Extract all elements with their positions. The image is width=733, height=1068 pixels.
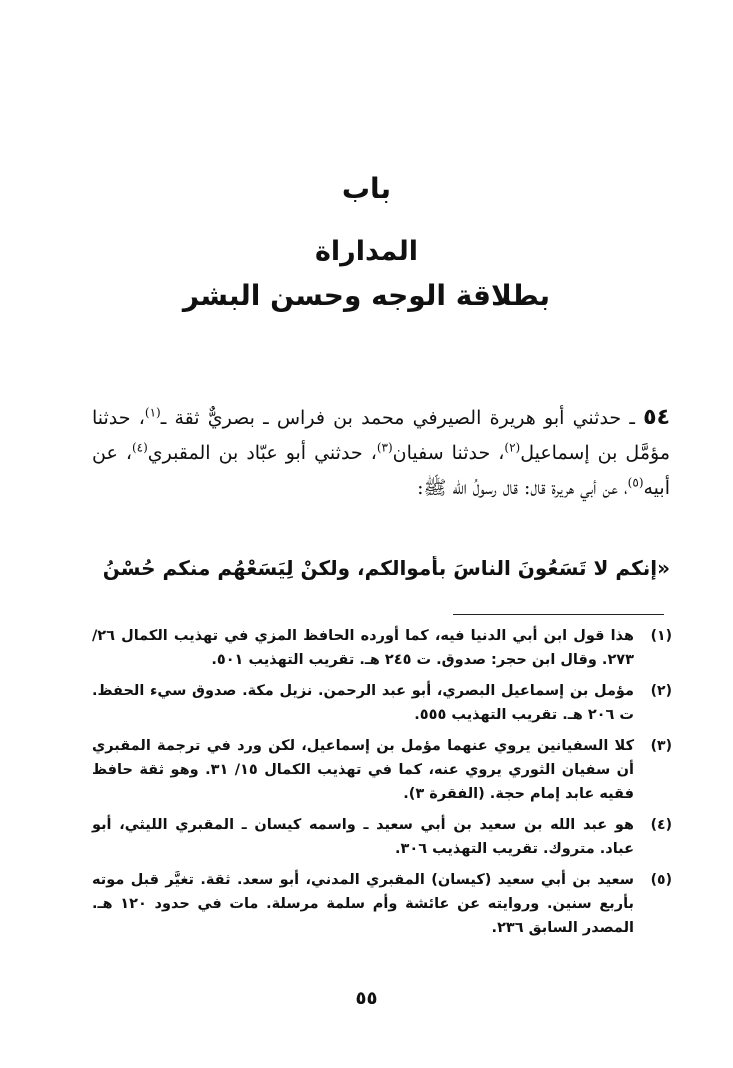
footnote-ref-4: (٤) [131,440,148,455]
footnotes [92,624,672,947]
footnote-number: (٢) [650,683,672,699]
page-number: ٥٥ [355,988,378,1009]
hadith-text-2: ، حدثنا مؤمَّل بن إسماعيل [92,407,670,464]
chapter-heading: باب [341,172,392,205]
footnote-ref-2: (٢) [504,440,521,455]
hadith-paragraph [92,400,670,506]
footnote-item [92,734,672,806]
hadith-text-5: ، عن أبيه [92,442,670,499]
footnote-text: سعيد بن أبي سعيد (كيسان) المقبري المدني، أبو سعد. ثقة. تغيَّر قبل موته بأربع سنين. وروايته عن عائشة وأم سلمة مرسلة. مات في حدود ١٢٠ هـ. المصدر السابق ٢٣٦. [92,872,634,936]
chapter-subtitle-2: بطلاقة الوجه وحسن البشر [182,279,551,312]
footnote-divider [453,614,664,615]
footnote-number: (٤) [650,817,672,833]
hadith-text-4: ، حدثني أبو عبّاد بن المقبري [147,442,377,464]
footnote-number: (٥) [650,872,672,888]
hadith-text-6: ، عن أبي هريرة قال: قال رسولُ الله ﷺ: [417,477,628,499]
footnote-ref-1: (١) [144,405,161,420]
footnote-ref-3: (٣) [376,440,393,455]
footnote-item [92,868,672,940]
hadith-text-3: ، حدثنا سفيان [392,442,505,464]
footnote-item [92,679,672,727]
footnote-number: (٣) [650,738,672,754]
footnote-text: مؤمل بن إسماعيل البصري، أبو عبد الرحمن. نزيل مكة. صدوق سيء الحفظ. ت ٢٠٦ هـ. تقريب التهذيب ٥٥٥. [92,683,634,723]
hadith-quote: «إنكم لا تَسَعُونَ الناسَ بأموالكم، ولكنْ لِيَسَعْهُم منكم حُسْنُ [102,556,670,580]
footnote-ref-5: (٥) [627,475,644,490]
footnote-text: كلا السفيانين يروي عنهما مؤمل بن إسماعيل، لكن ورد في ترجمة المقبري أن سفيان الثوري يروي عنه، كما في تهذيب الكمال ١٥/ ٣١. وهو ثقة حافظ فقيه عابد إمام حجة. (الفقرة ٣). [92,738,634,802]
chapter-subtitle: المداراة [314,236,419,267]
hadith-text-1: ـ حدثني أبو هريرة الصيرفي محمد بن فراس ـ بصريٌّ ثقة ـ [160,407,644,429]
footnote-text: هو عبد الله بن سعيد بن أبي سعيد ـ واسمه كيسان ـ المقبري الليثي، أبو عباد. متروك. تقريب التهذيب ٣٠٦. [92,817,634,857]
footnote-item [92,813,672,861]
footnote-item [92,624,672,672]
footnote-text: هذا قول ابن أبي الدنيا فيه، كما أورده الحافظ المزي في تهذيب الكمال ٢٦/ ٢٧٣. وقال ابن حجر: صدوق. ت ٢٤٥ هـ. تقريب التهذيب ٥٠١. [92,628,634,668]
footnote-number: (١) [650,628,672,644]
hadith-number: ٥٤ [643,405,671,430]
